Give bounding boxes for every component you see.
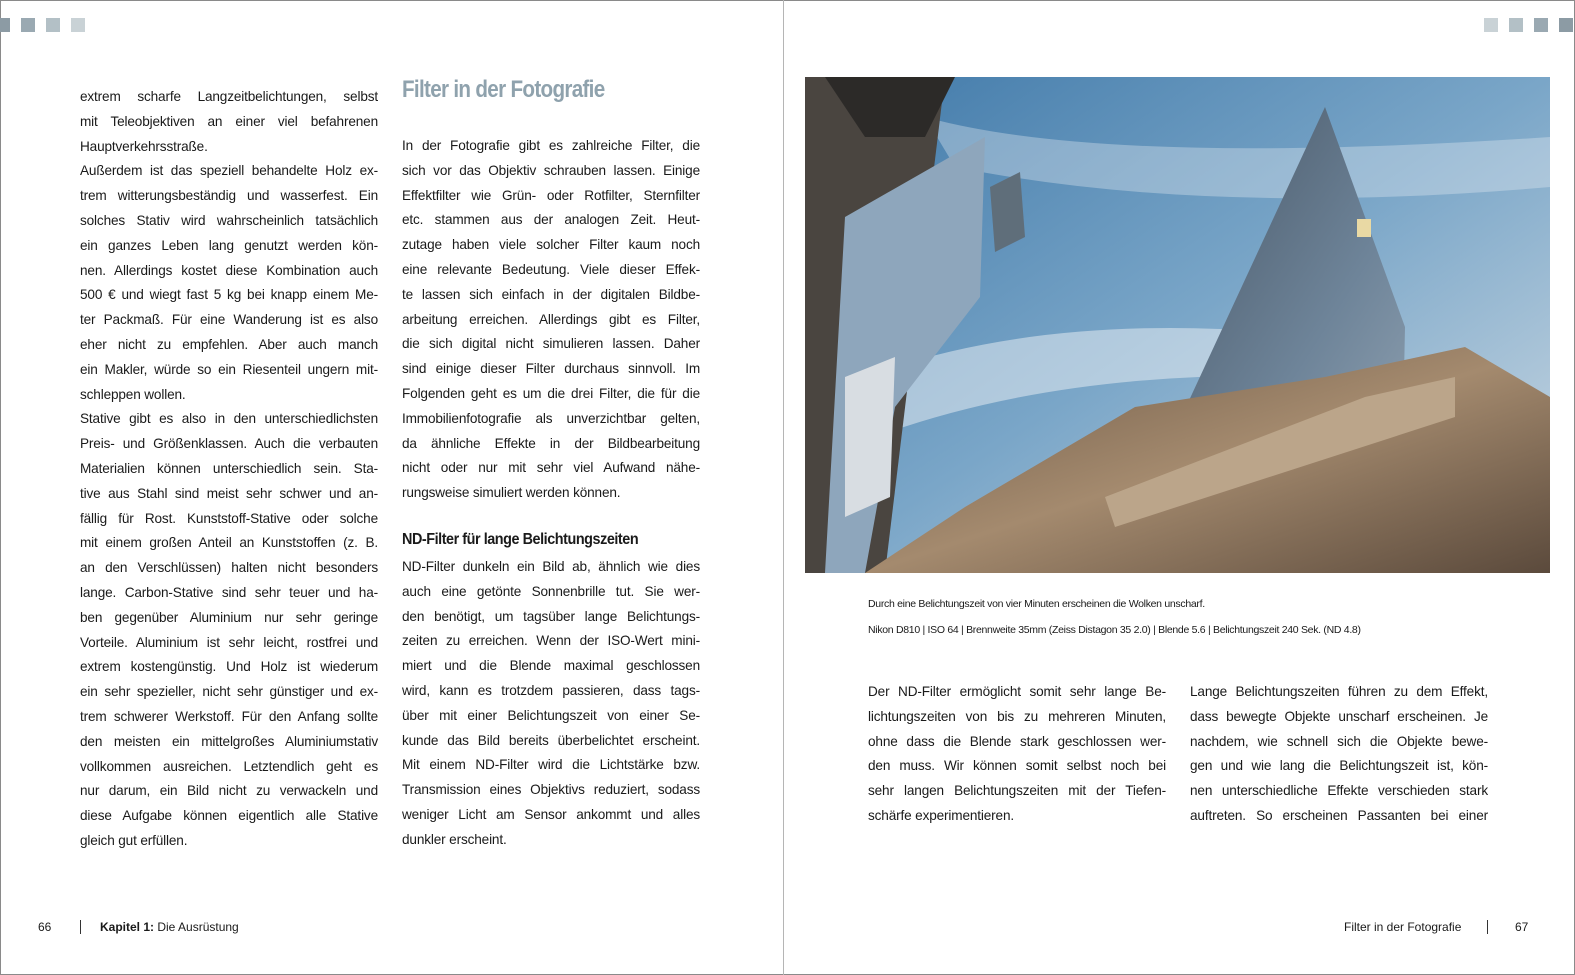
text-line: ND-Filter dunkeln ein Bild ab, ähnlich wie dies: [402, 559, 700, 574]
text-line: Immobilienfotografie als unverzichtbar gelten,: [402, 410, 700, 426]
text-line: ein sehr spezieller, nicht sehr günstiger und ex-: [80, 684, 378, 700]
chapter-label: Kapitel 1:: [100, 920, 155, 934]
decor-square: [1534, 18, 1548, 32]
text-line: wird, kann es trotzdem passieren, dass tags-: [402, 682, 700, 698]
text-line: gen und wie lang die Belichtungszeit ist, kön-: [1190, 758, 1488, 774]
text-line: Vorteile. Aluminium ist sehr leicht, rostfrei und: [80, 634, 378, 650]
text-line: arbeitung erreichen. Allerdings gibt es Filter,: [402, 311, 700, 327]
text-line: schärfe experimentieren.: [868, 807, 1015, 823]
text-line: über mit einer Belichtungszeit von einer Se-: [402, 707, 700, 723]
photo-exif: Nikon D810 | ISO 64 | Brennweite 35mm (Zeiss Distagon 35 2.0) | Blende 5.6 | Belichtungszeit 240 Sek. (ND 4.8): [868, 624, 1361, 636]
decor-square: [71, 18, 85, 32]
text-line: nachdem, wie schnell sich die Objekte bewe-: [1190, 733, 1488, 749]
text-line: sind einige dieser Filter durchaus sinnvoll. Im: [402, 361, 700, 377]
footer-divider: [80, 920, 81, 934]
text-line: dass bewegte Objekte unscharf erscheinen. Je: [1190, 708, 1488, 724]
page-number-right: 67: [1515, 920, 1529, 934]
text-line: den muss. Wir können somit selbst noch bei: [868, 758, 1166, 774]
text-line: fällig für Rost. Kunststoff-Stative oder solche: [80, 510, 378, 526]
decor-square: [0, 18, 10, 32]
text-line: weniger Licht am Sensor ankommt und alles: [402, 806, 700, 822]
text-line: Außerdem ist das speziell behandelte Holz ex-: [80, 163, 378, 179]
text-line: miert und die Blende maximal geschlossen: [402, 658, 700, 674]
right-column-text-2: [1190, 680, 1488, 829]
text-line: Folgenden geht es um die drei Filter, die für die: [402, 385, 700, 401]
text-line: eine relevante Bedeutung. Viele dieser Effek-: [402, 261, 700, 277]
text-line: nicht oder nur mit sehr viel Aufwand nähe-: [402, 460, 700, 476]
middle-column-text-2: [402, 555, 700, 853]
running-header-chapter: [100, 920, 239, 934]
text-line: extrem scharfe Langzeitbelichtungen, selbst: [80, 89, 378, 104]
text-line: an den Verschlüssen) halten nicht besonders: [80, 560, 378, 576]
text-line: ein ganzes Leben lang genutzt werden kön-: [80, 237, 378, 253]
chapter-title: Die Ausrüstung: [154, 920, 239, 934]
text-line: zutage haben viele solcher Filter kaum noch: [402, 237, 700, 253]
decor-square: [1484, 18, 1498, 32]
decor-square: [21, 18, 35, 32]
text-line: trem schwerer Werkstoff. Für den Anfang sollte: [80, 708, 378, 724]
text-line: etc. stammen aus der analogen Zeit. Heut-: [402, 212, 700, 228]
text-line: solches Stativ wird wahrscheinlich tatsächlich: [80, 212, 378, 228]
text-line: rungsweise simuliert werden können.: [402, 485, 621, 501]
decor-square: [1559, 18, 1573, 32]
text-line: dunkler erscheint.: [402, 831, 507, 847]
text-line: Effektfilter wie Grün- oder Rotfilter, Sternfilter: [402, 187, 700, 203]
text-line: nen. Allerdings kostet diese Kombination auch: [80, 262, 378, 278]
photo-caption: Durch eine Belichtungszeit von vier Minuten erscheinen die Wolken unscharf.: [868, 598, 1205, 610]
text-line: auch eine getönte Sonnenbrille tut. Sie wer-: [402, 583, 700, 599]
text-line: te lassen sich einfach in der digitalen Bildbe-: [402, 286, 700, 302]
text-line: lange. Carbon-Stative sind sehr teuer und ha-: [80, 584, 378, 600]
text-line: lichtungszeiten von bis zu mehreren Minuten,: [868, 708, 1166, 724]
text-line: da ähnliche Effekte in der Bildbearbeitung: [402, 435, 700, 451]
text-line: In der Fotografie gibt es zahlreiche Filter, die: [402, 138, 700, 153]
text-line: auftreten. So erscheinen Passanten bei einer: [1190, 807, 1488, 823]
text-line: 500 € und wiegt fast 5 kg bei knapp einem Me-: [80, 287, 378, 303]
text-line: Der ND-Filter ermöglicht somit sehr lange Be-: [868, 684, 1166, 699]
running-header-section: Filter in der Fotografie: [1344, 920, 1462, 934]
left-column-text: [80, 85, 378, 854]
text-line: diese Aufgabe können eigentlich alle Stative: [80, 808, 378, 824]
text-line: tive aus Stahl sind meist sehr schwer und an-: [80, 485, 378, 501]
text-line: schleppen wollen.: [80, 386, 186, 402]
text-line: gleich gut erfüllen.: [80, 832, 188, 848]
footer-divider: [1487, 920, 1488, 934]
text-line: ben gegenüber Aluminium nur sehr geringe: [80, 609, 378, 625]
text-line: extrem kostengünstig. Und Holz ist wiederum: [80, 659, 378, 675]
text-line: mit einem großen Anteil an Kunststoffen (z. B.: [80, 535, 378, 551]
book-spine: [783, 0, 784, 975]
right-column-text-1: [868, 680, 1166, 829]
text-line: zeiten zu erreichen. Wenn der ISO-Wert mini-: [402, 633, 700, 649]
text-line: Materialien können unterschiedlich sein. Sta-: [80, 460, 378, 476]
text-line: die sich digital nicht simulieren lassen. Daher: [402, 336, 700, 352]
text-line: trem witterungsbeständig und wasserfest. Ein: [80, 188, 378, 204]
text-line: kunde das Bild bereits überbelichtet erscheint.: [402, 732, 700, 748]
text-line: ter Packmaß. Für eine Wanderung ist es also: [80, 312, 378, 328]
text-line: den benötigt, um tagsüber lange Belichtungs-: [402, 608, 700, 624]
text-line: Mit einem ND-Filter wird die Lichtstärke bzw.: [402, 757, 700, 773]
text-line: ohne dass die Blende stark geschlossen wer-: [868, 733, 1166, 749]
text-line: Transmission eines Objektivs reduziert, sodass: [402, 782, 700, 798]
text-line: Preis- und Größenklassen. Auch die verbauten: [80, 436, 378, 452]
text-line: mit Teleobjektiven an einer viel befahrenen: [80, 113, 378, 129]
text-line: Lange Belichtungszeiten führen zu dem Effekt,: [1190, 684, 1488, 699]
photo-frankfurt-skyscrapers: [805, 77, 1550, 573]
text-line: den meisten ein mittelgroßes Aluminiumstativ: [80, 733, 378, 749]
section-heading: Filter in der Fotografie: [402, 76, 605, 103]
middle-column-text: [402, 134, 700, 506]
text-line: nen unterschiedliche Effekte verschieden stark: [1190, 783, 1488, 799]
text-line: ein Makler, würde so ein Riesenteil ungern mit-: [80, 361, 378, 377]
decor-square: [46, 18, 60, 32]
page-number-left: 66: [38, 920, 52, 934]
subsection-heading: ND-Filter für lange Belichtungszeiten: [402, 531, 639, 548]
text-line: nur darum, ein Bild nicht zu verwackeln und: [80, 783, 378, 799]
text-line: vollkommen ausreichen. Letztendlich geht es: [80, 758, 378, 774]
text-line: Hauptverkehrsstraße.: [80, 138, 208, 154]
text-line: sich vor das Objektiv schrauben lassen. Einige: [402, 162, 700, 178]
text-line: Stative gibt es also in den unterschiedlichsten: [80, 411, 378, 427]
text-line: sehr langen Belichtungszeiten mit der Tiefen-: [868, 783, 1166, 799]
decor-square: [1509, 18, 1523, 32]
text-line: eher nicht zu empfehlen. Aber auch manch: [80, 336, 378, 352]
